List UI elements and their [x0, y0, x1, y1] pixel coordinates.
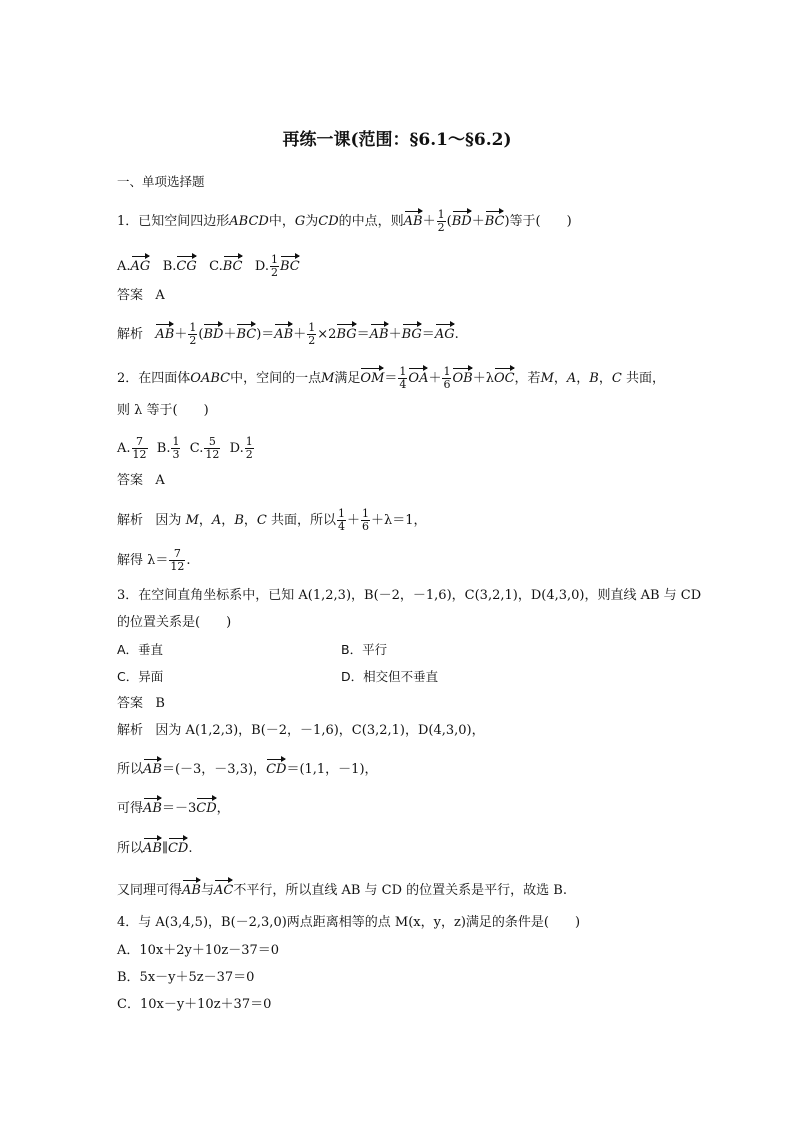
question-2-stem-line2: 则 λ 等于( ): [117, 403, 209, 418]
question-1-options: A.AG B.CG C.BC D. $\frac{1}{2}$ BC: [117, 253, 300, 279]
question-3-analysis-line5: 又同理可得AB与AC不平行，所以直线 AB 与 CD 的位置关系是平行，故选 B.: [117, 880, 567, 900]
page-title: 再练一课(范围：§6.1～§6.2): [282, 130, 512, 150]
question-4-option-b: B．5x－y＋5z－37＝0: [117, 970, 255, 985]
question-4-option-c: C．10x－y＋10z＋37＝0: [117, 997, 272, 1012]
section-heading: 一、单项选择题: [117, 174, 205, 189]
question-3-option-c: C．异面: [117, 669, 164, 684]
question-2-options: A. $\frac{7}{12}$ B. $\frac{1}{3}$ C. $\frac{5}{12}$ D. $\frac{1}{2}$: [117, 435, 253, 461]
question-2-analysis: 解析 因为 M，A，B，C 共面，所以 $\frac{1}{4}$ ＋ $\frac{1}{6}$ ＋λ＝1，: [117, 507, 427, 533]
question-3-option-b: B．平行: [341, 642, 388, 657]
question-4-option-a: A．10x＋2y＋10z－37＝0: [117, 943, 280, 958]
question-3-analysis-line2: 所以AB＝(－3，－3,3)，CD＝(1,1，－1)，: [117, 759, 378, 779]
question-3-answer: 答案 B: [117, 696, 165, 711]
question-1-stem: 1．已知空间四边形ABCD中，G为CD的中点，则AB＋ $\frac{1}{2}$ (BD＋BC)等于( ): [117, 208, 572, 234]
question-3-option-d: D．相交但不垂直: [341, 669, 439, 684]
question-1-answer: 答案 A: [117, 288, 165, 303]
question-2-solution: 解得 λ＝ $\frac{7}{12}$ .: [117, 547, 191, 573]
question-3-option-a: A．垂直: [117, 642, 164, 657]
question-3-stem-line1: 3．在空间直角坐标系中，已知 A(1,2,3)，B(－2，－1,6)，C(3,2,1)，D(4,3,0)，则直线 AB 与 CD: [117, 588, 702, 603]
question-2-answer: 答案 A: [117, 473, 165, 488]
question-1-analysis: 解析 AB＋ $\frac{1}{2}$ (BD＋BC)＝AB＋ $\frac{1}{2}$ ×2BG＝AB＋BG＝AG.: [117, 321, 459, 347]
question-3-analysis-line1: 解析 因为 A(1,2,3)，B(－2，－1,6)，C(3,2,1)，D(4,3,0)，: [117, 723, 485, 738]
question-2-stem: 2．在四面体OABC中，空间的一点M满足OM＝ $\frac{1}{4}$ OA＋ $\frac{1}{6}$ OB＋λOC，若M，A，B，C 共面，: [117, 365, 665, 391]
question-3-stem-line2: 的位置关系是( ): [117, 615, 232, 630]
question-3-analysis-line3: 可得AB＝－3CD，: [117, 798, 230, 818]
question-4-stem: 4．与 A(3,4,5)，B(－2,3,0)两点距离相等的点 M(x，y，z)满足的条件是( ): [117, 915, 581, 930]
question-3-analysis-line4: 所以AB∥CD.: [117, 838, 193, 858]
